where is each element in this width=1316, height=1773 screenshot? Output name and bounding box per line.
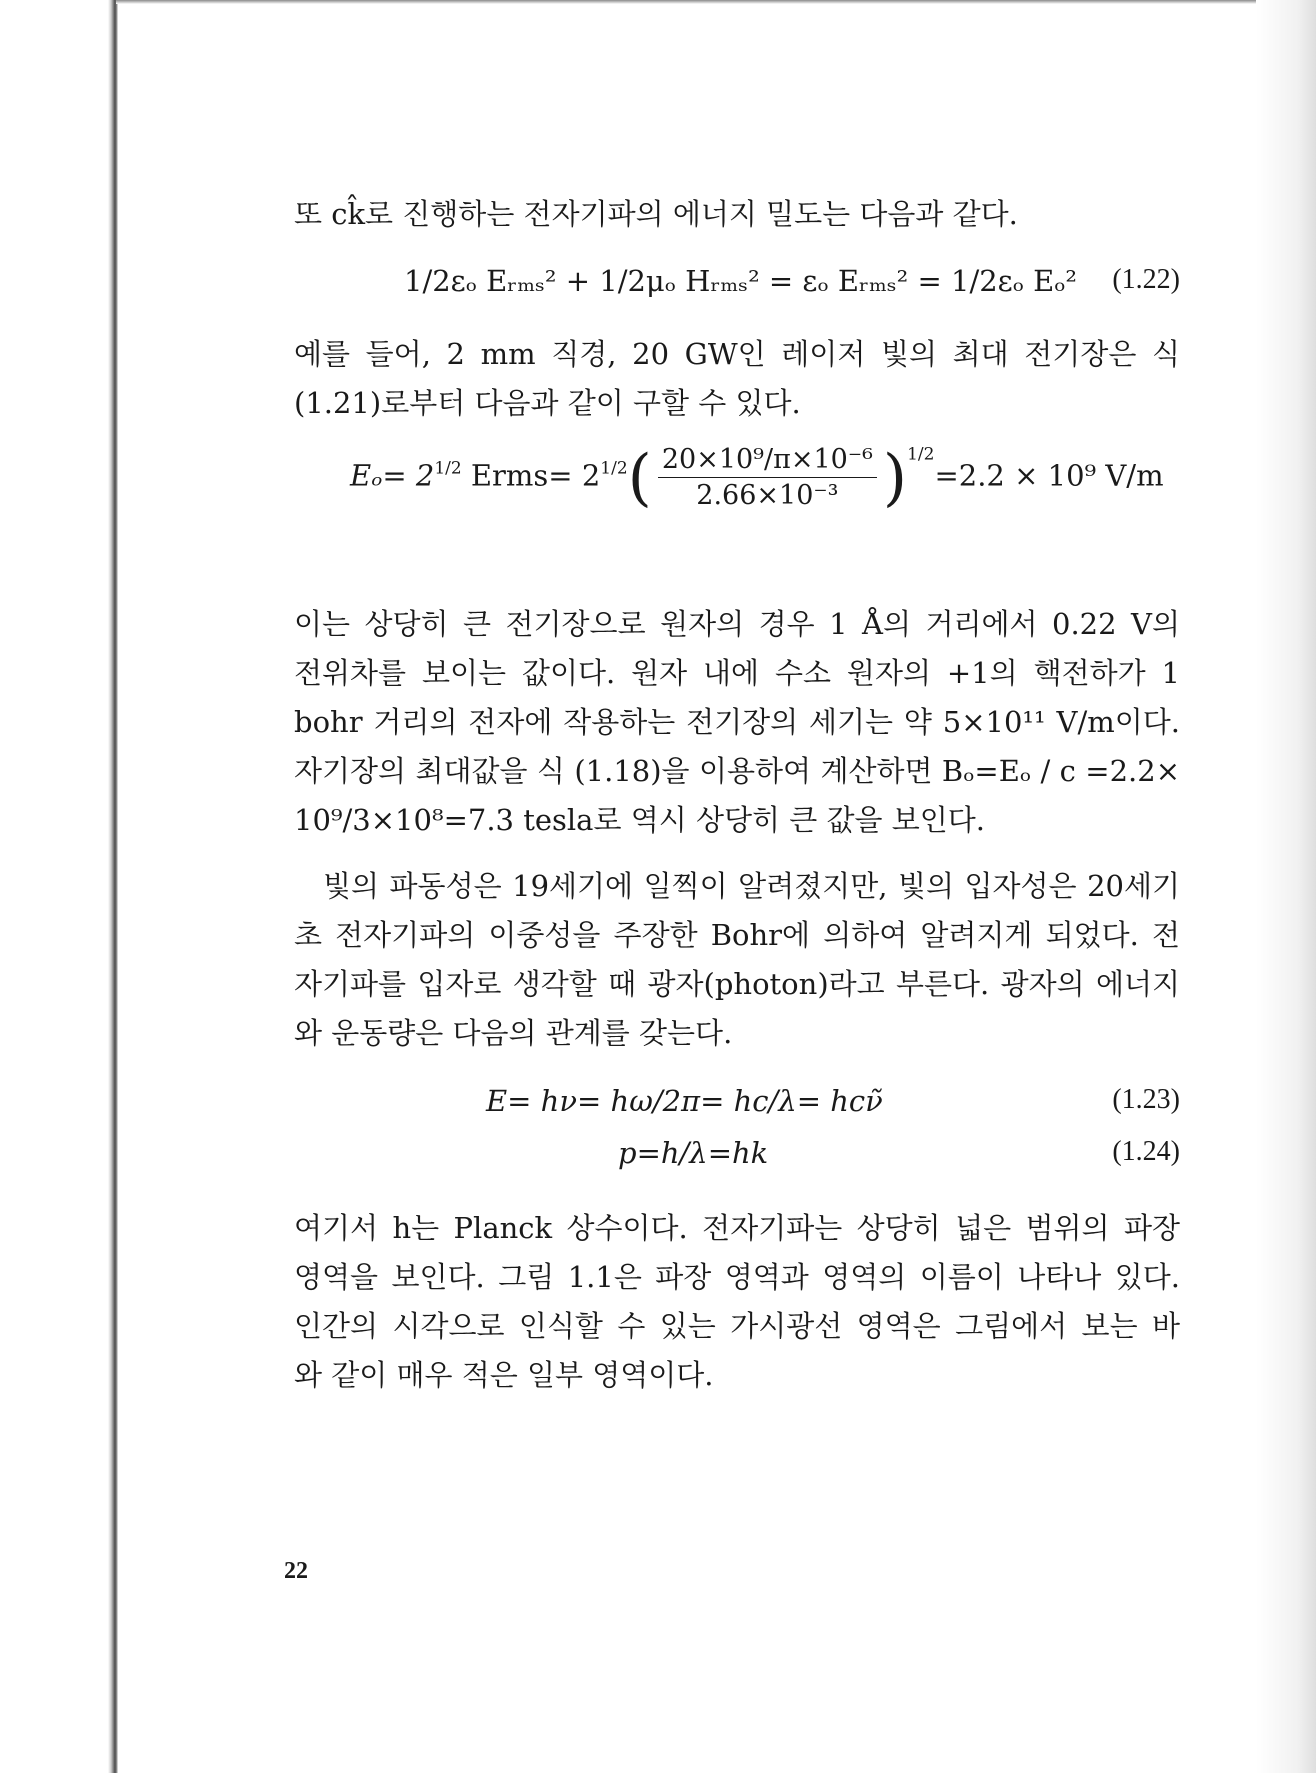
equation-body: p=h/λ=hk [618,1136,769,1170]
text-line: 자기장의 최대값을 식 (1.18)을 이용하여 계산하면 Bₒ=Eₒ / c =2.2× [294,754,1180,788]
text-line: 와 같이 매우 적은 일부 영역이다. [294,1358,714,1392]
text-line: 전위차를 보이는 값이다. 원자 내에 수소 원자의 +1의 핵전하가 1 [294,656,1180,690]
text-line: 빛의 파동성은 19세기에 일찍이 알려졌지만, 빛의 입자성은 20세기 [323,869,1180,903]
equation-1-24 [294,1136,1180,1182]
equation-body [350,440,1164,514]
equation-number: (1.22) [1112,264,1180,295]
paragraph-analysis [294,600,1180,845]
exponent: 1/2 [600,458,628,479]
equation-term: Eₒ= 2 [350,458,435,493]
page-number: 22 [284,1558,308,1584]
equation-body: 1/2εₒ Eᵣₘₛ² + 1/2μₒ Hᵣₘₛ² = εₒ Eᵣₘₛ² = 1/2εₒ Eₒ² [404,264,1078,298]
equation-number: (1.23) [1112,1084,1180,1115]
fraction-denominator: 2.66×10⁻³ [696,480,839,511]
left-paren: ( [627,440,652,514]
paragraph-intro [294,190,1180,239]
paragraph-planck [294,1204,1180,1400]
equation-body: E= hν= hω/2π= hc/λ= hcν̃ [486,1084,883,1118]
fraction [652,444,883,511]
text-line: 인간의 시각으로 인식할 수 있는 가시광선 영역은 그림에서 보는 바 [294,1309,1180,1343]
equation-number: (1.24) [1112,1136,1180,1167]
text-line: 영역을 보인다. 그림 1.1은 파장 영역과 영역의 이름이 나타나 있다. [294,1260,1180,1294]
document-page [118,4,1256,1773]
equation-field-calculation [294,440,1180,534]
paragraph-photon [294,862,1180,1058]
text-line: 여기서 h는 Planck 상수이다. 전자기파는 상당히 넓은 범위의 파장 [294,1211,1180,1245]
text-line: 자기파를 입자로 생각할 때 광자(photon)라고 부른다. 광자의 에너지 [294,967,1180,1001]
text-line: bohr 거리의 전자에 작용하는 전기장의 세기는 약 5×10¹¹ V/m이다. [294,705,1180,739]
exponent: 1/2 [907,444,935,465]
exponent: 1/2 [434,458,462,479]
equation-1-23 [294,1084,1180,1130]
text-line: 또 ck̂로 진행하는 전자기파의 에너지 밀도는 다음과 같다. [294,197,1018,231]
paragraph-example [294,330,1180,428]
text-line: 10⁹/3×10⁸=7.3 tesla로 역시 상당히 큰 값을 보인다. [294,803,985,837]
right-paren: ) [882,440,908,514]
text-line: 와 운동량은 다음의 관계를 갖는다. [294,1016,733,1050]
equation-1-22 [294,264,1180,314]
text-line: 이는 상당히 큰 전기장으로 원자의 경우 1 Å의 거리에서 0.22 V의 [294,607,1180,641]
page-right-edge [1256,0,1316,1773]
equation-term: Erms= 2 [461,458,601,493]
fraction-numerator: 20×10⁹/π×10⁻⁶ [658,444,877,478]
text-line: (1.21)로부터 다음과 같이 구할 수 있다. [294,386,801,420]
page-spine-shadow [0,0,118,1773]
text-line: 예를 들어, 2 mm 직경, 20 GW인 레이저 빛의 최대 전기장은 식 [294,337,1180,371]
text-line: 초 전자기파의 이중성을 주장한 Bohr에 의하여 알려지게 되었다. 전 [294,918,1180,952]
equation-term: =2.2 × 10⁹ V/m [934,458,1164,493]
